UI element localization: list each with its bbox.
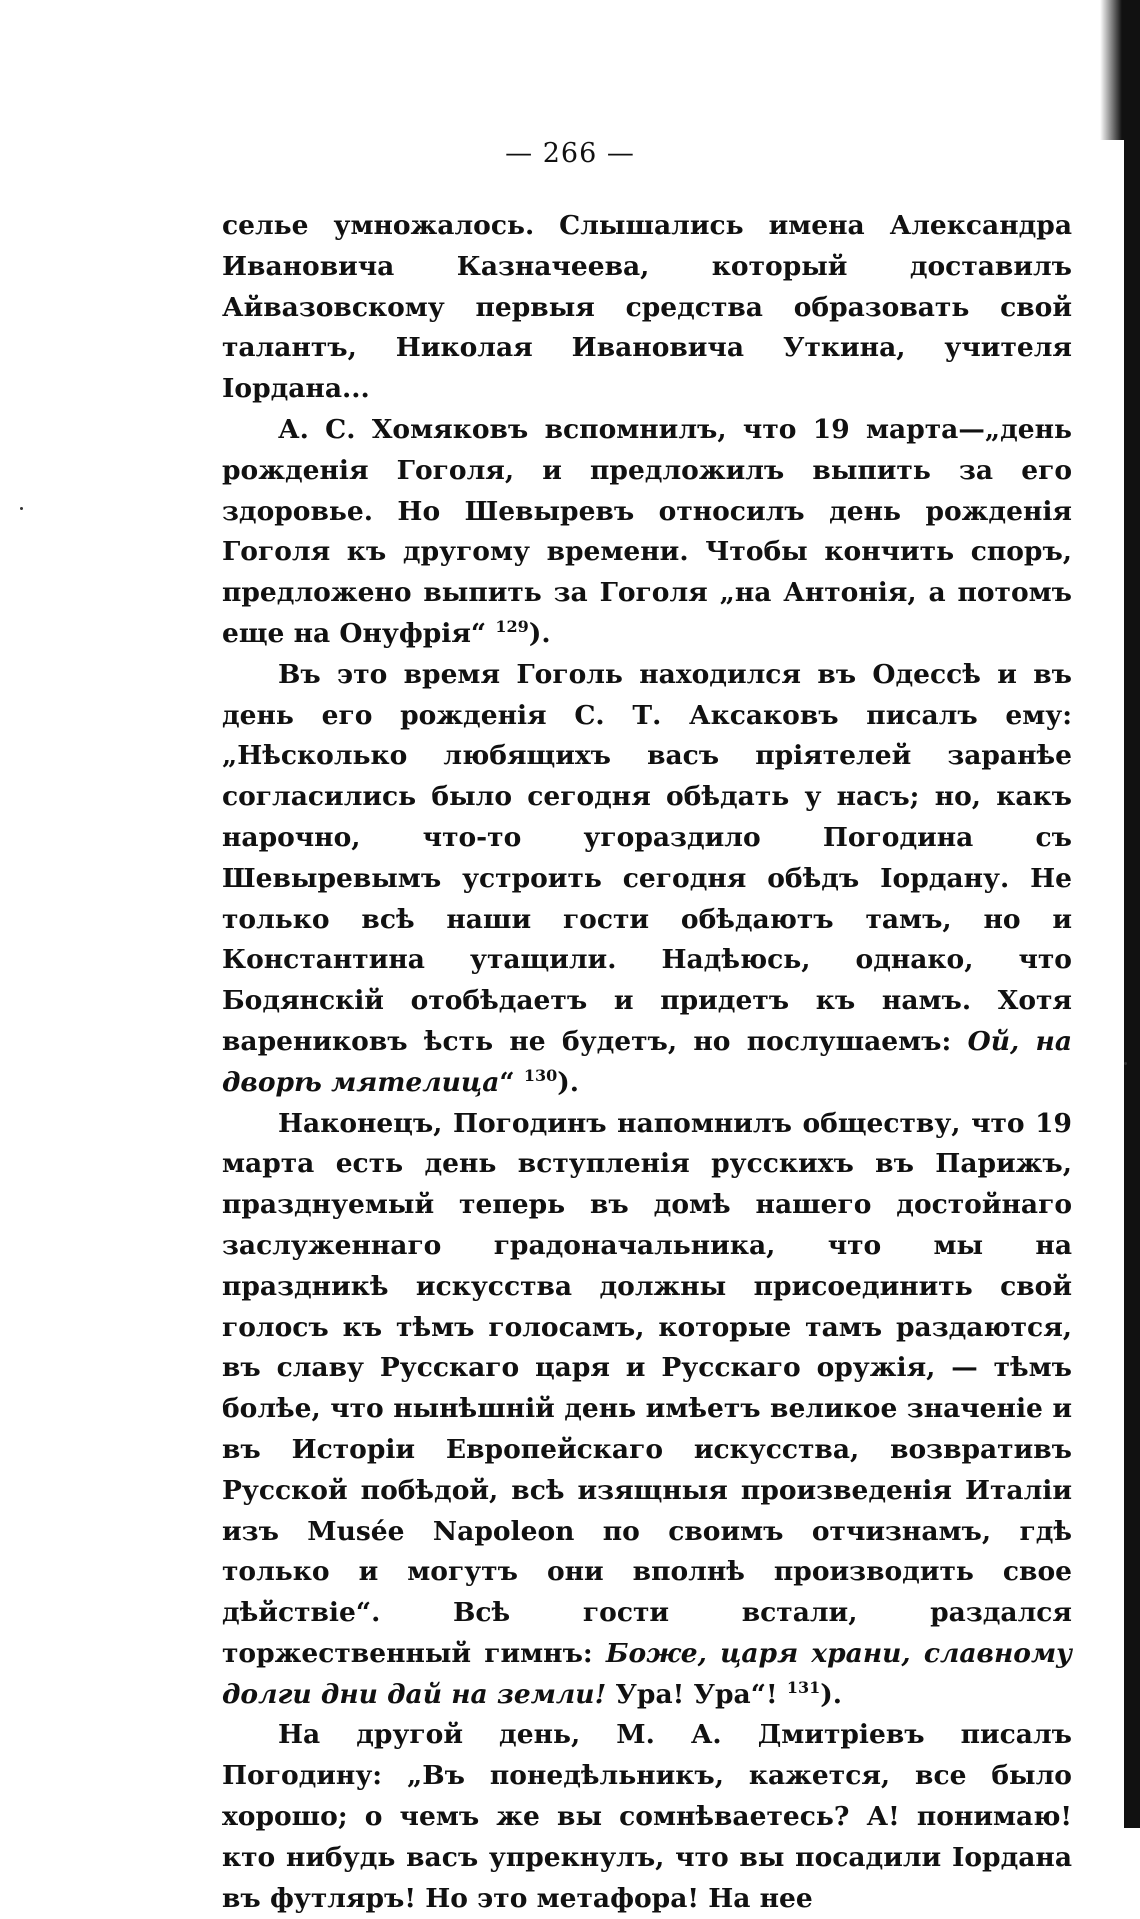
- scan-speck: [1124, 1062, 1127, 1065]
- paragraph-text: На другой день, М. А. Дмитріевъ писалъ Погодину: „Въ понедѣльникъ, кажется, все было хорошо; о чемъ же вы сомнѣваетесь? А! понимаю! кто нибудь васъ упрекнулъ, что вы посадили Іордана въ футляръ! Но это метафора! На нее: [222, 1719, 1072, 1914]
- quote-close: Ура! Ура“!: [606, 1678, 787, 1710]
- body-text: [222, 206, 1072, 1919]
- italic-quote: Ой, на дворѣ мятелица: [222, 1025, 1072, 1098]
- paragraph-text: Наконецъ, Погодинъ напомнилъ обществу, что 19 марта есть день вступленія русскихъ въ Парижъ, празднуемый теперь въ домѣ нашего достойнаго заслуженнаго градоначальника, что мы на праздникѣ искусства должны присоединить свой голосъ къ тѣмъ голосамъ, которые тамъ раздаются, въ славу Русскаго царя и Русскаго оружія, — тѣмъ болѣе, что нынѣшній день имѣетъ великое значеніе и въ Исторіи Европейскаго искусства, возвративъ Русской побѣдой, всѣ изящныя произведенія Италіи изъ Musée Napoleon по своимъ отчизнамъ, гдѣ только и могутъ они вполнѣ производить свое дѣйствіе“. Всѣ гости встали, раздался торжественный гимнъ:: [222, 1107, 1072, 1669]
- paragraph-end: ).: [528, 617, 551, 649]
- paragraph-1: [222, 206, 1072, 410]
- paragraph-4: [222, 1104, 1072, 1716]
- page-number: — 266 —: [505, 138, 635, 169]
- paragraph-2: [222, 410, 1072, 655]
- paragraph-end: ).: [557, 1066, 580, 1098]
- paragraph-text: А. С. Хомяковъ вспомнилъ, что 19 марта—„день рожденія Гоголя, и предложилъ выпить за его здоровье. Но Шевыревъ относилъ день рожденія Гоголя къ другому времени. Чтобы кончить споръ, предложено выпить за Гоголя „на Антонія, а потомъ еще на Онуфрія“: [222, 413, 1072, 649]
- scan-edge: [1124, 0, 1140, 1828]
- paragraph-3: [222, 655, 1072, 1104]
- footnote-ref: 129: [495, 617, 529, 637]
- footnote-ref: 131: [786, 1677, 821, 1697]
- paragraph-text: Въ это время Гоголь находился въ Одессѣ и въ день его рожденія С. Т. Аксаковъ писалъ ему: „Нѣсколько любящихъ васъ пріятелей заранѣе согласились было сегодня обѣдать у насъ; но, какъ нарочно, что-то угораздило Погодина съ Шевыревымъ устроить сегодня обѣдъ Іордану. Не только всѣ наши гости обѣдаютъ тамъ, но и Константина утащили. Надѣюсь, однако, что Бодянскій отобѣдаетъ и придетъ къ намъ. Хотя варениковъ ѣсть не будетъ, но послушаемъ:: [222, 658, 1072, 1057]
- paragraph-text: селье умножалось. Слышались имена Александра Ивановича Казначеева, который доставилъ Айвазовскому первыя средства образовать свой талантъ, Николая Ивановича Уткина, учителя Іордана...: [222, 210, 1072, 405]
- paragraph-end: ).: [820, 1678, 842, 1710]
- scan-speck: [20, 507, 23, 510]
- footnote-ref: 130: [523, 1065, 558, 1085]
- paragraph-5: [222, 1715, 1072, 1919]
- italic-anthem: Боже, царя храни, славному долги дни дай на земли!: [222, 1637, 1072, 1710]
- quote-close: “: [499, 1066, 524, 1098]
